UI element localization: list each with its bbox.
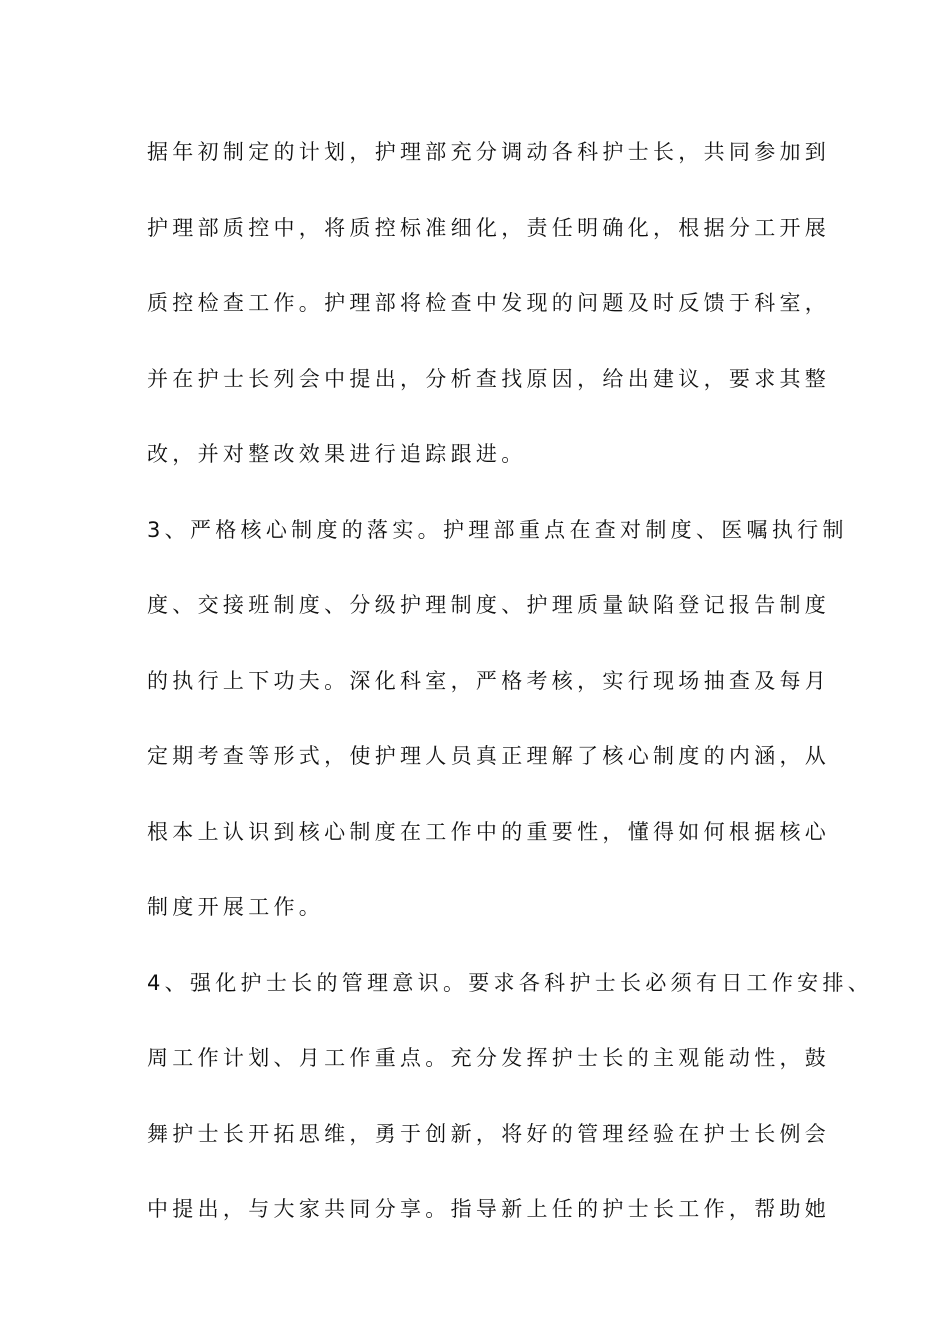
text-line: 中提出，与大家共同分享。指导新上任的护士长工作，帮助她 [147, 1197, 831, 1221]
text-line: 度、交接班制度、分级护理制度、护理质量缺陷登记报告制度 [147, 593, 831, 617]
text-line: 3、严格核心制度的落实。护理部重点在查对制度、医嘱执行制 [147, 517, 848, 542]
text-line: 周工作计划、月工作重点。充分发挥护士长的主观能动性，鼓 [147, 1046, 831, 1070]
text-line: 定期考查等形式，使护理人员真正理解了核心制度的内涵，从 [147, 744, 831, 768]
text-line: 并在护士长列会中提出，分析查找原因，给出建议，要求其整 [147, 366, 831, 391]
text-line: 的执行上下功夫。深化科室，严格考核，实行现场抽查及每月 [147, 668, 831, 693]
text-line: 护理部质控中，将质控标准细化，责任明确化，根据分工开展 [147, 215, 831, 240]
text-line: 改，并对整改效果进行追踪跟进。 [147, 442, 527, 466]
document-body [147, 132, 874, 1265]
text-line: 根本上认识到核心制度在工作中的重要性，懂得如何根据核心 [147, 819, 831, 844]
text-line: 舞护士长开拓思维，勇于创新，将好的管理经验在护士长例会 [147, 1121, 831, 1146]
text-line: 制度开展工作。 [147, 895, 325, 919]
text-line: 质控检查工作。护理部将检查中发现的问题及时反馈于科室， [147, 291, 831, 315]
text-line: 据年初制定的计划，护理部充分调动各科护士长，共同参加到 [147, 140, 831, 164]
text-line: 4、强化护士长的管理意识。要求各科护士长必须有日工作安排、 [147, 970, 874, 995]
